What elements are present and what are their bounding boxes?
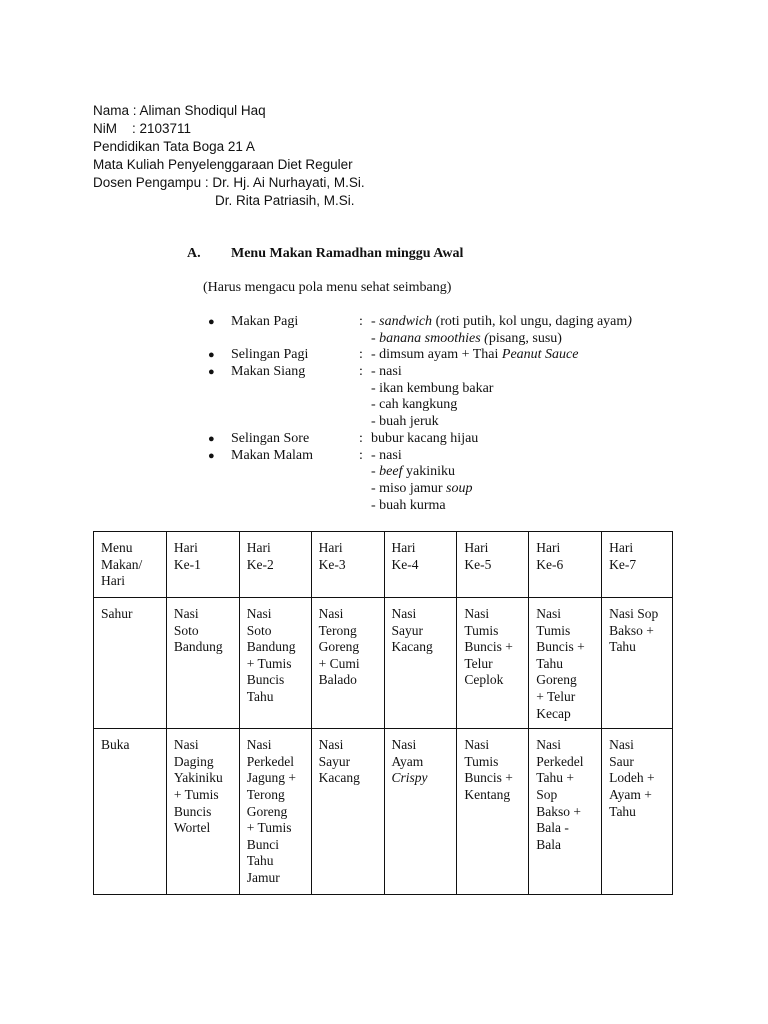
meal-label: Makan Malam [231, 447, 314, 463]
cell-line: + Tumis [246, 820, 292, 836]
cell-line: Nasi [318, 606, 344, 621]
meal-item: - banana smoothies (pisang, susu) [371, 330, 562, 346]
bullet-icon: ● [208, 316, 215, 328]
cell-line: Goreng [536, 672, 577, 688]
bullet-icon: ● [208, 432, 215, 445]
meal-label: Selingan Sore [231, 430, 310, 446]
cell-line: Hari [318, 540, 343, 555]
table-cell [311, 729, 384, 895]
cell-line: + Tumis [173, 786, 219, 802]
cell-line: Buncis + [464, 770, 513, 786]
cell-line: Ceplok [464, 672, 504, 688]
lecturer-1: Dosen Pengampu : Dr. Hj. Ai Nurhayati, M.Si. [93, 175, 365, 190]
meal-item: - cah kangkung [371, 397, 458, 413]
cell-line: Lodeh + [609, 770, 655, 786]
cell-line: Ke-1 [173, 556, 201, 572]
meal-item: - buah jeruk [371, 414, 439, 430]
cell-line: Saur [609, 753, 634, 769]
cell-line: Crispy [391, 770, 428, 786]
cell-line: Tahu [246, 688, 274, 704]
student-class: Pendidikan Tata Boga 21 A [93, 139, 255, 154]
table-cell [384, 729, 457, 895]
table-cell [311, 532, 384, 598]
bullet-icon: ● [208, 366, 215, 379]
cell-line: Bandung [173, 639, 223, 655]
table-cell [166, 532, 239, 598]
meal-entry [0, 448, 768, 515]
cell-line: Kentang [464, 786, 511, 802]
meal-item: - nasi [371, 364, 402, 380]
table-row [94, 729, 673, 895]
cell-line: Goreng [246, 803, 288, 819]
cell-line: Ke-4 [391, 556, 419, 572]
meal-item: - nasi [371, 447, 402, 463]
meal-entry [0, 347, 768, 364]
cell-line: Terong [246, 786, 285, 802]
cell-line: Bala - [536, 820, 569, 836]
cell-line: + Cumi [318, 655, 360, 671]
table-cell [457, 598, 529, 729]
cell-line: Hari [609, 540, 634, 555]
cell-line: Tumis [536, 622, 571, 638]
meal-item: - beef yakiniku [371, 464, 455, 480]
cell-line: Soto [246, 622, 272, 638]
table-cell [602, 532, 673, 598]
meal-entry [0, 314, 768, 347]
cell-line: Nasi [391, 606, 417, 621]
cell-line: Nasi [464, 737, 490, 753]
lecturer-2: Dr. Rita Patriasih, M.Si. [215, 193, 355, 208]
meal-label: Makan Siang [231, 364, 306, 380]
table-cell [457, 532, 529, 598]
cell-line: Tumis [464, 753, 499, 769]
cell-line: Buncis [173, 803, 212, 819]
cell-line: Wortel [173, 820, 211, 836]
cell-line: Yakiniku [173, 770, 223, 786]
meal-label: Makan Pagi [231, 314, 299, 329]
cell-line: Nasi [536, 737, 561, 753]
table-cell [166, 729, 239, 895]
cell-line: Nasi [391, 737, 417, 753]
meal-colon: : [359, 447, 363, 463]
student-nim: NiM : 2103711 [93, 121, 192, 136]
cell-line: Bandung [246, 639, 296, 655]
cell-line: Nasi [246, 606, 272, 621]
table-cell [529, 729, 602, 895]
meal-item: - dimsum ayam + Thai Peanut Sauce [371, 347, 579, 363]
cell-line: Tahu [609, 639, 636, 655]
meal-list [0, 314, 768, 514]
cell-line: Nasi [318, 737, 344, 753]
cell-line: Bakso + [536, 803, 581, 819]
cell-line: Telur [464, 655, 493, 671]
cell-line: Tahu [609, 803, 636, 819]
table-cell [94, 729, 167, 895]
cell-line: Tahu [246, 853, 274, 869]
cell-line: Kecap [536, 705, 571, 721]
cell-line: Ke-7 [609, 556, 637, 572]
cell-line: Jamur [246, 869, 280, 885]
meal-colon: : [359, 347, 363, 363]
bullet-icon: ● [208, 449, 215, 462]
cell-line: Ke-2 [246, 556, 274, 572]
table-cell [602, 729, 673, 895]
meal-entry [0, 364, 768, 431]
cell-line: + Telur [536, 688, 576, 704]
cell-line: Tahu [536, 655, 564, 671]
table-cell [166, 598, 239, 729]
meal-colon: : [359, 364, 363, 380]
cell-line: Ke-3 [318, 556, 346, 572]
meal-item: - ikan kembung bakar [371, 380, 494, 396]
course-name: Mata Kuliah Penyelenggaraan Diet Reguler [93, 157, 353, 172]
cell-line: Nasi Sop [609, 606, 659, 621]
table-cell [384, 532, 457, 598]
meal-item: - buah kurma [371, 497, 446, 513]
meal-label: Selingan Pagi [231, 347, 309, 363]
cell-line: Hari [246, 540, 271, 555]
cell-line: Nasi [464, 606, 490, 621]
meal-item: - sandwich (roti putih, kol ungu, daging ayam) [371, 314, 632, 329]
meal-item: - miso jamur soup [371, 480, 473, 496]
meal-colon: : [359, 314, 363, 329]
table-cell [311, 598, 384, 729]
table-row [94, 598, 673, 729]
cell-line: Buncis + [536, 639, 585, 655]
table-cell [529, 598, 602, 729]
cell-line: Bala [536, 836, 561, 852]
cell-line: Goreng [318, 639, 360, 655]
bullet-icon: ● [208, 349, 215, 362]
cell-line: Perkedel [536, 753, 584, 769]
menu-table [93, 531, 673, 895]
student-info [93, 102, 365, 210]
section-title-text: Menu Makan Ramadhan minggu Awal [231, 246, 464, 261]
cell-line: Hari [391, 540, 416, 555]
cell-line: Balado [318, 672, 357, 688]
table-cell [384, 598, 457, 729]
cell-line: Nasi [536, 606, 561, 621]
cell-line: Perkedel [246, 753, 294, 769]
cell-line: Daging [173, 753, 214, 769]
meal-entry [0, 431, 768, 448]
table-cell [94, 532, 167, 598]
table-header-row [94, 532, 673, 598]
cell-line: Buncis [246, 672, 285, 688]
cell-line: Bunci [246, 836, 279, 852]
cell-line: Menu [101, 540, 133, 555]
cell-line: Ayam [391, 753, 424, 769]
cell-line: Sahur [101, 606, 133, 621]
meal-item: bubur kacang hijau [371, 430, 479, 446]
cell-line: Nasi [609, 737, 634, 753]
cell-line: Tumis [464, 622, 499, 638]
table-cell [457, 729, 529, 895]
cell-line: Buncis + [464, 639, 513, 655]
cell-line: Hari [536, 540, 561, 555]
cell-line: Kacang [391, 639, 433, 655]
cell-line: Hari [464, 540, 489, 555]
cell-line: Nasi [173, 606, 199, 621]
table-cell [239, 729, 311, 895]
section-letter: A. [187, 246, 201, 261]
cell-line: Hari [101, 573, 125, 589]
cell-line: Soto [173, 622, 199, 638]
cell-line: + Tumis [246, 655, 292, 671]
cell-line: Sop [536, 786, 558, 802]
cell-line: Jagung + [246, 770, 296, 786]
section-note: (Harus mengacu pola menu sehat seimbang) [203, 280, 452, 295]
cell-line: Hari [173, 540, 198, 555]
student-name: Nama : Aliman Shodiqul Haq [93, 103, 266, 118]
cell-line: Sayur [391, 622, 424, 638]
table-cell [529, 532, 602, 598]
table-cell [602, 598, 673, 729]
meal-colon: : [359, 430, 363, 446]
section-title [187, 246, 463, 262]
cell-line: Sayur [318, 753, 351, 769]
cell-line: Kacang [318, 770, 360, 786]
cell-line: Makan/ [101, 556, 143, 572]
cell-line: Tahu + [536, 770, 575, 786]
cell-line: Ke-6 [536, 556, 564, 572]
cell-line: Buka [101, 737, 130, 753]
cell-line: Ke-5 [464, 556, 492, 572]
table-cell [94, 598, 167, 729]
table-cell [239, 532, 311, 598]
cell-line: Nasi [246, 737, 272, 753]
cell-line: Terong [318, 622, 357, 638]
cell-line: Nasi [173, 737, 199, 753]
cell-line: Ayam + [609, 786, 652, 802]
cell-line: Bakso + [609, 622, 654, 638]
table-cell [239, 598, 311, 729]
